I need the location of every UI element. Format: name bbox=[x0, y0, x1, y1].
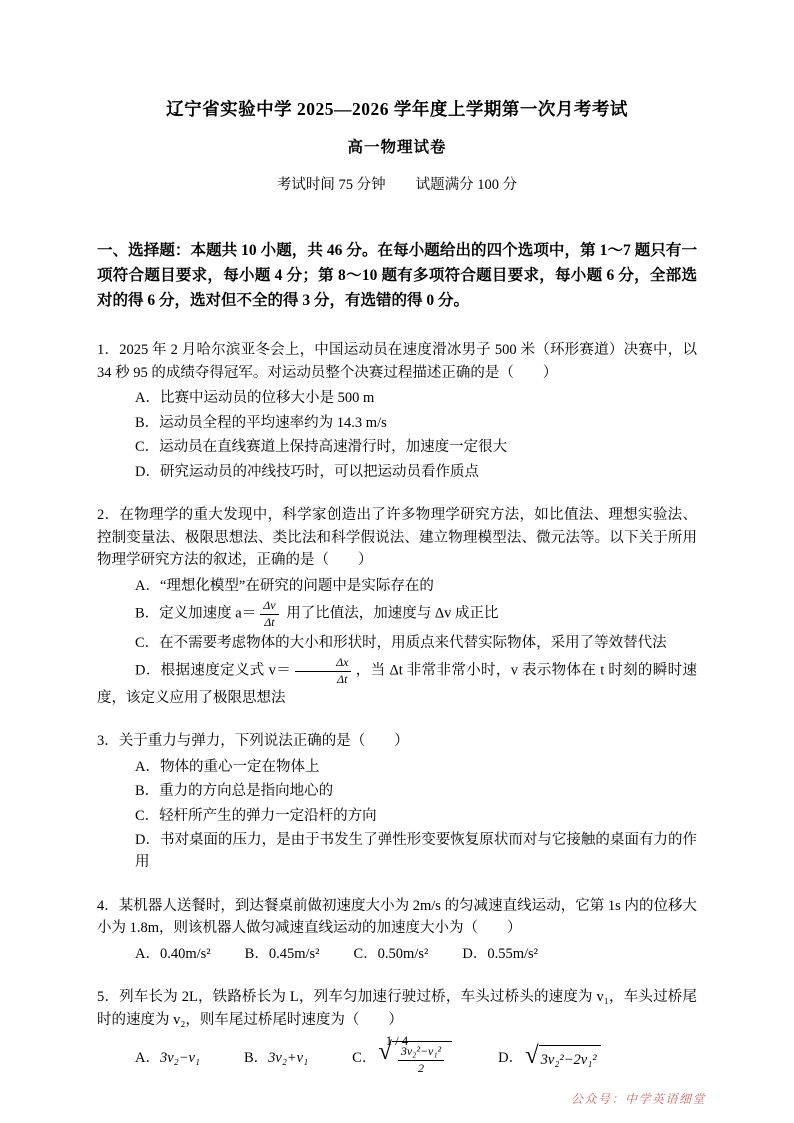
fraction-dx-dt bbox=[295, 656, 351, 687]
question-5-option-b bbox=[244, 1047, 308, 1069]
exam-title: 辽宁省实验中学 2025—2026 学年度上学期第一次月考考试 bbox=[166, 99, 628, 119]
question-4-option-d: D．0.55m/s² bbox=[462, 945, 538, 962]
question-1-option-b: B．运动员全程的平均速率约为 14.3 m/s bbox=[135, 414, 387, 431]
radical-sign: √ bbox=[525, 1042, 539, 1070]
exam-subtitle: 高一物理试卷 bbox=[347, 139, 447, 156]
fraction-dv-dt bbox=[260, 599, 278, 630]
question-3-options bbox=[135, 756, 697, 874]
fraction-numerator: 3v₂²−v₁² bbox=[398, 1045, 444, 1061]
watermark: 公众号：中学英语细堂 bbox=[570, 1092, 706, 1106]
option-b-text-pre: B．定义加速度 a＝ bbox=[135, 605, 257, 622]
option-a-expression: 3v₂−v₁ bbox=[159, 1050, 200, 1067]
option-b-text-post: 用了比值法，加速度与 Δv 成正比 bbox=[282, 605, 499, 622]
fraction bbox=[398, 1045, 444, 1076]
question-3-option-a: A．物体的重心一定在物体上 bbox=[135, 758, 320, 775]
question-2-option-d bbox=[97, 656, 697, 709]
option-label: C． bbox=[352, 1050, 377, 1067]
question-3 bbox=[97, 730, 697, 874]
question-2-option-b bbox=[135, 599, 697, 630]
question-3-stem: 3．关于重力与弹力，下列说法正确的是（ ） bbox=[97, 733, 409, 750]
exam-total-score: 试题满分 100 分 bbox=[415, 177, 518, 193]
question-5-stem: 5．列车长为 2L，铁路桥长为 L，列车匀加速行驶过桥，车头过桥头的速度为 v₁，车头过桥尾时的速度为 v₂，则车尾过桥尾时速度为（ ） bbox=[97, 989, 697, 1028]
fraction-numerator: Δx bbox=[295, 656, 351, 672]
question-4-option-a: A．0.40m/s² bbox=[135, 945, 211, 962]
question-1 bbox=[97, 339, 697, 483]
question-5 bbox=[97, 986, 697, 1076]
question-2-stem: 2．在物理学的重大发现中，科学家创造出了许多物理学研究方法，如比值法、理想实验法、控制变量法、极限思想法、类比法和科学假说法、建立物理模型法、微元法等。以下关于所用物理学研究方法的叙述，正确的是（ ） bbox=[97, 507, 697, 569]
page-number: 1 / 4 bbox=[385, 1034, 409, 1048]
question-4 bbox=[97, 895, 697, 965]
option-label: B． bbox=[243, 1050, 269, 1067]
option-d-expression: 3v₂²−2v₁² bbox=[540, 1052, 597, 1069]
square-root bbox=[525, 1042, 600, 1071]
radicand bbox=[539, 1045, 601, 1071]
question-2-options bbox=[97, 575, 697, 710]
question-2 bbox=[97, 504, 697, 709]
question-4-option-b: B．0.45m/s² bbox=[244, 945, 320, 962]
option-label: D． bbox=[498, 1050, 524, 1067]
exam-duration: 考试时间 75 分钟 bbox=[276, 177, 386, 193]
question-2-option-c: C．在不需要考虑物体的大小和形状时，用质点来代替实际物体，采用了等效替代法 bbox=[135, 634, 667, 651]
section-heading: 一、选择题：本题共 10 小题，共 46 分。在每小题给出的四个选项中，第 1～7 题只有一项符合题目要求，每小题 4 分；第 8～10 题有多项符合题目要求，每小题 6 分，全部选对的得 6 分，选对但不全的得 3 分，有选错的得 0 分。 bbox=[97, 242, 697, 310]
fraction-denominator: 2 bbox=[418, 1061, 424, 1076]
question-1-option-d: D．研究运动员的冲线技巧时，可以把运动员看作质点 bbox=[135, 463, 479, 480]
question-1-options bbox=[135, 387, 697, 483]
option-b-expression: 3v₂+v₁ bbox=[268, 1050, 309, 1067]
option-label: A． bbox=[135, 1050, 160, 1067]
question-4-options bbox=[135, 943, 697, 965]
question-1-option-a: A．比赛中运动员的位移大小是 500 m bbox=[135, 390, 375, 407]
option-d-text-post: ，当 Δt 非常非常小时，v 表示物体在 t 时刻的瞬时速度，该定义应用了极限思想法 bbox=[97, 662, 697, 706]
question-5-option-d bbox=[498, 1042, 602, 1071]
option-d-text-pre: D．根据速度定义式 v＝ bbox=[135, 662, 292, 679]
question-4-option-c: C．0.50m/s² bbox=[353, 945, 429, 962]
question-3-option-b: B．重力的方向总是指向地心的 bbox=[135, 783, 334, 800]
fraction-denominator: Δt bbox=[264, 614, 275, 629]
question-4-stem: 4．某机器人送餐时，到达餐桌前做初速度大小为 2m/s 的匀减速直线运动，它第 1s 内的位移大小为 1.8m，则该机器人做匀减速直线运动的加速度大小为（ ） bbox=[97, 897, 697, 937]
question-3-option-d: D．书对桌面的压力，是由于书发生了弹性形变要恢复原状而对与它接触的桌面有力的作用 bbox=[135, 832, 697, 871]
exam-info bbox=[97, 173, 697, 194]
question-1-option-c: C．运动员在直线赛道上保持高速滑行时，加速度一定很大 bbox=[135, 439, 508, 456]
question-3-option-c: C．轻杆所产生的弹力一定沿杆的方向 bbox=[135, 807, 377, 824]
radical-sign: √ bbox=[378, 1038, 392, 1066]
question-5-option-a bbox=[135, 1047, 200, 1069]
question-1-stem: 1．2025 年 2 月哈尔滨亚冬会上，中国运动员在速度滑冰男子 500 米（环形赛道）决赛中，以 34 秒 95 的成绩夺得冠军。对运动员整个决赛过程描述正确的是（ ） bbox=[97, 342, 697, 381]
question-2-option-a: A．“理想化模型”在研究的问题中是实际存在的 bbox=[135, 577, 434, 594]
fraction-numerator: Δv bbox=[260, 599, 278, 615]
fraction-denominator: Δt bbox=[337, 671, 348, 686]
